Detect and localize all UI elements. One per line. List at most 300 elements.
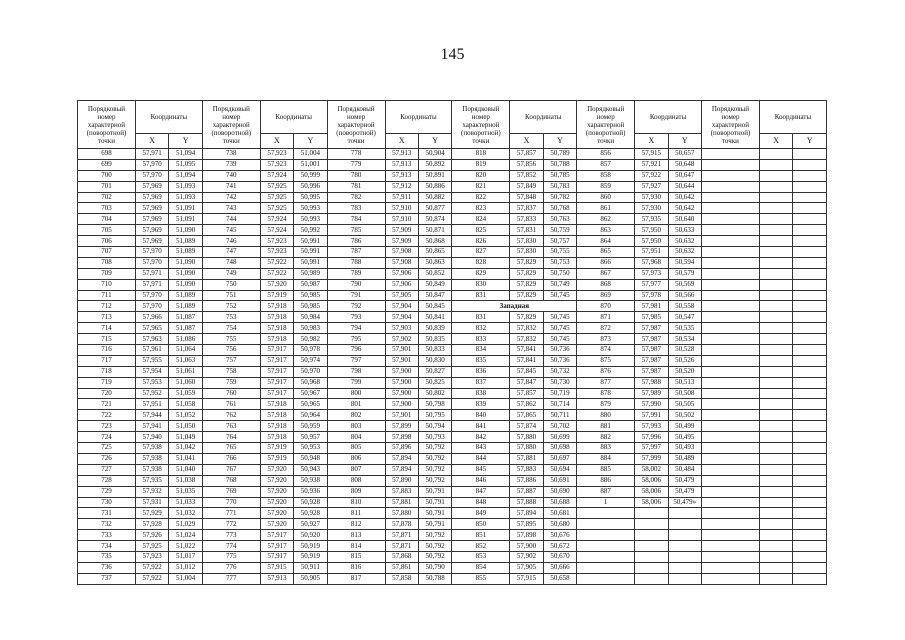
y-cell: 50,633 (668, 225, 701, 236)
point-number-cell: 881 (577, 421, 635, 432)
y-cell: 50,904 (418, 149, 451, 160)
y-cell: 50,681 (543, 508, 576, 519)
x-cell: 57,830 (510, 236, 543, 247)
x-header: X (510, 134, 543, 149)
x-cell: 57,887 (510, 486, 543, 497)
x-cell: 57,951 (135, 399, 168, 410)
y-cell: 50,528 (668, 345, 701, 356)
table-row (78, 573, 827, 584)
y-cell: 50,676 (543, 530, 576, 541)
y-cell (668, 508, 701, 519)
y-cell: 50,928 (294, 508, 327, 519)
point-number-cell (577, 551, 635, 562)
y-cell: 50,943 (294, 464, 327, 475)
y-cell: 50,658 (543, 573, 576, 584)
x-cell: 57,894 (385, 453, 418, 464)
x-cell (759, 159, 792, 170)
x-cell: 57,965 (135, 323, 168, 334)
point-number-cell: 775 (202, 551, 260, 562)
point-number-cell: 872 (577, 323, 635, 334)
x-cell (635, 551, 668, 562)
y-cell: 50,642 (668, 192, 701, 203)
y-cell: 50,558 (668, 301, 701, 312)
x-cell: 57,920 (260, 519, 293, 530)
table-row (78, 290, 827, 301)
y-cell: 50,782 (543, 192, 576, 203)
point-number-cell (577, 541, 635, 552)
x-cell: 57,917 (260, 377, 293, 388)
point-number-cell: 745 (202, 225, 260, 236)
y-cell: 50,759 (543, 225, 576, 236)
point-number-cell: 758 (202, 366, 260, 377)
y-cell (793, 453, 827, 464)
point-number-cell: 795 (327, 334, 385, 345)
point-number-cell: 879 (577, 399, 635, 410)
point-number-cell: 709 (78, 268, 136, 279)
table-body (78, 149, 827, 585)
point-number-cell: 753 (202, 312, 260, 323)
point-number-cell: 869 (577, 290, 635, 301)
y-cell: 50,672 (543, 541, 576, 552)
table-row (78, 225, 827, 236)
point-number-cell: 760 (202, 388, 260, 399)
y-cell: 50,957 (294, 432, 327, 443)
x-cell: 57,847 (510, 377, 543, 388)
point-number-cell: 873 (577, 334, 635, 345)
x-cell (759, 203, 792, 214)
y-cell: 51,087 (169, 323, 202, 334)
point-number-cell: 852 (452, 541, 510, 552)
y-cell: 50,745 (543, 290, 576, 301)
x-cell: 57,921 (635, 159, 668, 170)
point-number-cell: 767 (202, 464, 260, 475)
y-cell: 51,004 (169, 573, 202, 584)
point-number-cell (701, 192, 759, 203)
point-number-cell: 867 (577, 268, 635, 279)
y-cell: 50,697 (543, 453, 576, 464)
x-cell: 57,849 (510, 181, 543, 192)
point-number-cell: 823 (452, 203, 510, 214)
x-cell: 57,969 (135, 225, 168, 236)
y-cell (793, 225, 827, 236)
x-cell: 57,900 (385, 366, 418, 377)
point-number-cell: 734 (78, 541, 136, 552)
y-cell: 50,753 (543, 257, 576, 268)
x-cell: 57,918 (260, 334, 293, 345)
x-cell: 57,919 (260, 453, 293, 464)
x-cell: 57,990 (635, 399, 668, 410)
y-cell (793, 170, 827, 181)
point-number-cell (701, 551, 759, 562)
y-cell: 50,647 (668, 170, 701, 181)
y-cell: 50,874 (418, 214, 451, 225)
y-cell: 50,535 (668, 323, 701, 334)
x-cell: 57,908 (385, 247, 418, 258)
point-number-cell: 877 (577, 377, 635, 388)
x-cell: 57,930 (635, 203, 668, 214)
point-number-cell (701, 464, 759, 475)
point-number-cell: 701 (78, 181, 136, 192)
point-number-cell: 746 (202, 236, 260, 247)
x-cell: 57,910 (385, 214, 418, 225)
x-cell: 57,969 (135, 203, 168, 214)
x-cell: 57,865 (510, 410, 543, 421)
y-cell: 51,093 (169, 181, 202, 192)
point-number-cell: 818 (452, 149, 510, 160)
point-number-cell: 786 (327, 236, 385, 247)
y-cell: 50,566 (668, 290, 701, 301)
x-cell: 57,852 (510, 170, 543, 181)
y-cell: 50,640 (668, 214, 701, 225)
x-cell: 57,935 (135, 475, 168, 486)
x-cell: 57,981 (635, 301, 668, 312)
point-number-cell: 878 (577, 388, 635, 399)
point-number-cell (701, 301, 759, 312)
point-number-cell: 723 (78, 421, 136, 432)
y-cell: 50,849 (418, 279, 451, 290)
point-number-cell: 783 (327, 203, 385, 214)
x-cell: 57,922 (260, 257, 293, 268)
point-number-cell: 706 (78, 236, 136, 247)
x-cell: 57,970 (135, 301, 168, 312)
point-number-cell: 836 (452, 366, 510, 377)
x-cell: 57,857 (510, 388, 543, 399)
x-cell: 57,989 (635, 388, 668, 399)
point-number-cell: 763 (202, 421, 260, 432)
x-cell: 57,901 (385, 345, 418, 356)
x-cell: 57,951 (635, 247, 668, 258)
point-number-cell (701, 399, 759, 410)
x-cell: 57,881 (510, 453, 543, 464)
x-cell: 57,881 (385, 497, 418, 508)
x-cell: 57,841 (510, 345, 543, 356)
point-number-cell (701, 225, 759, 236)
x-cell (759, 453, 792, 464)
point-number-cell: 728 (78, 475, 136, 486)
y-cell: 50,788 (418, 573, 451, 584)
table-row (78, 486, 827, 497)
x-cell: 57,829 (510, 279, 543, 290)
x-cell: 57,987 (635, 345, 668, 356)
point-number-cell: 868 (577, 279, 635, 290)
x-cell (759, 192, 792, 203)
y-cell (793, 323, 827, 334)
point-number-cell (701, 508, 759, 519)
y-cell: 50,632 (668, 236, 701, 247)
point-number-cell: 782 (327, 192, 385, 203)
y-cell: 51,091 (169, 214, 202, 225)
x-cell: 58,002 (635, 464, 668, 475)
y-cell: 50,688 (543, 497, 576, 508)
x-cell: 57,928 (135, 519, 168, 530)
table-row (78, 268, 827, 279)
x-cell (759, 377, 792, 388)
point-number-cell: 718 (78, 366, 136, 377)
x-cell: 57,954 (135, 366, 168, 377)
y-header: Y (294, 134, 327, 149)
y-cell: 50,938 (294, 475, 327, 486)
table-row (78, 257, 827, 268)
y-cell: 51,022 (169, 541, 202, 552)
y-cell: 51,089 (169, 247, 202, 258)
point-number-cell (701, 541, 759, 552)
x-cell: 57,920 (260, 486, 293, 497)
point-number-cell: 821 (452, 181, 510, 192)
y-cell: 51,035 (169, 486, 202, 497)
y-cell: 50,569 (668, 279, 701, 290)
point-number-cell (701, 247, 759, 258)
y-cell (793, 551, 827, 562)
y-cell: 50,830 (418, 355, 451, 366)
point-number-header: Порядковый номер характерной (поворотной) точки (701, 101, 759, 149)
point-number-cell: 787 (327, 247, 385, 258)
point-number-cell: 721 (78, 399, 136, 410)
y-header: Y (418, 134, 451, 149)
point-number-cell: 796 (327, 345, 385, 356)
x-cell (759, 562, 792, 573)
table-row (78, 562, 827, 573)
x-cell: 57,923 (260, 159, 293, 170)
point-number-cell: 815 (327, 551, 385, 562)
point-number-cell: 704 (78, 214, 136, 225)
table-row (78, 355, 827, 366)
x-cell: 57,918 (260, 312, 293, 323)
x-cell: 57,904 (385, 312, 418, 323)
point-number-cell: 751 (202, 290, 260, 301)
y-cell: 50,680 (543, 519, 576, 530)
y-cell: 50,802 (418, 388, 451, 399)
x-cell: 57,922 (260, 268, 293, 279)
table-row (78, 388, 827, 399)
x-cell: 57,923 (135, 551, 168, 562)
y-cell: 51,052 (169, 410, 202, 421)
point-number-cell: 750 (202, 279, 260, 290)
y-cell: 50,789 (543, 149, 576, 160)
x-cell: 57,833 (510, 214, 543, 225)
point-number-cell (701, 334, 759, 345)
y-cell: 51,040 (169, 464, 202, 475)
x-cell: 57,908 (385, 257, 418, 268)
point-number-cell (701, 345, 759, 356)
y-cell: 51,093 (169, 192, 202, 203)
y-cell: 51,064 (169, 345, 202, 356)
point-number-cell: 827 (452, 247, 510, 258)
x-cell: 57,925 (260, 192, 293, 203)
point-number-cell (701, 497, 759, 508)
y-cell (793, 377, 827, 388)
x-cell: 58,006 (635, 486, 668, 497)
x-cell: 57,915 (635, 149, 668, 160)
y-cell: 51,041 (169, 453, 202, 464)
x-cell: 57,938 (135, 464, 168, 475)
y-cell: 50,863 (418, 257, 451, 268)
table-row (78, 519, 827, 530)
y-cell: 50,493 (668, 443, 701, 454)
x-cell: 57,871 (385, 541, 418, 552)
point-number-cell (701, 443, 759, 454)
y-cell: 51,089 (169, 290, 202, 301)
y-cell (668, 541, 701, 552)
y-cell: 50,985 (294, 290, 327, 301)
point-number-cell: 731 (78, 508, 136, 519)
y-header: Y (793, 134, 827, 149)
x-cell (759, 464, 792, 475)
y-cell (793, 530, 827, 541)
y-cell: 51,087 (169, 312, 202, 323)
x-cell (759, 290, 792, 301)
x-cell: 57,920 (260, 464, 293, 475)
y-cell: 50,991 (294, 247, 327, 258)
x-cell (759, 508, 792, 519)
point-number-cell: 742 (202, 192, 260, 203)
x-cell: 57,920 (260, 279, 293, 290)
point-number-cell: 785 (327, 225, 385, 236)
x-cell: 57,857 (510, 149, 543, 160)
point-number-cell: 729 (78, 486, 136, 497)
y-cell (793, 257, 827, 268)
point-number-cell: 858 (577, 170, 635, 181)
coordinates-header: Координаты (635, 101, 702, 134)
point-number-cell: 862 (577, 214, 635, 225)
y-cell: 50,877 (418, 203, 451, 214)
y-cell: 50,690 (543, 486, 576, 497)
point-number-cell (577, 573, 635, 584)
x-cell: 57,929 (135, 508, 168, 519)
point-number-cell: 705 (78, 225, 136, 236)
y-cell: 50,936 (294, 486, 327, 497)
point-number-cell (577, 508, 635, 519)
y-cell (793, 214, 827, 225)
point-number-cell: 711 (78, 290, 136, 301)
x-cell: 57,906 (385, 268, 418, 279)
table-row (78, 279, 827, 290)
table-row (78, 236, 827, 247)
point-number-cell: 807 (327, 464, 385, 475)
x-cell: 57,880 (510, 443, 543, 454)
x-cell (759, 519, 792, 530)
point-number-cell: 885 (577, 464, 635, 475)
point-number-cell: 714 (78, 323, 136, 334)
x-cell: 57,969 (135, 192, 168, 203)
point-number-cell: 842 (452, 432, 510, 443)
point-number-cell: 770 (202, 497, 260, 508)
y-cell: 51,061 (169, 366, 202, 377)
point-number-cell: 739 (202, 159, 260, 170)
x-cell: 57,922 (135, 573, 168, 584)
x-cell: 57,925 (260, 203, 293, 214)
point-number-cell: 849 (452, 508, 510, 519)
y-cell (793, 203, 827, 214)
y-cell: 50,886 (418, 181, 451, 192)
y-cell: 51,089 (169, 301, 202, 312)
y-cell: 50,983 (294, 323, 327, 334)
point-number-cell: 774 (202, 541, 260, 552)
x-cell: 57,918 (260, 399, 293, 410)
x-cell: 57,911 (385, 192, 418, 203)
y-cell: 50,833 (418, 345, 451, 356)
x-cell: 57,950 (635, 225, 668, 236)
y-cell: 50,841 (418, 312, 451, 323)
x-cell: 57,920 (260, 475, 293, 486)
y-cell (793, 192, 827, 203)
y-cell: 50,745 (543, 334, 576, 345)
point-number-cell: 820 (452, 170, 510, 181)
y-cell (793, 519, 827, 530)
point-number-cell (701, 279, 759, 290)
point-number-cell: 883 (577, 443, 635, 454)
x-cell: 57,856 (510, 159, 543, 170)
point-number-cell: 811 (327, 508, 385, 519)
point-number-cell: 875 (577, 355, 635, 366)
x-cell (759, 366, 792, 377)
x-cell (759, 257, 792, 268)
point-number-cell: 699 (78, 159, 136, 170)
point-number-header: Порядковый номер характерной (поворотной) точки (452, 101, 510, 149)
y-cell: 50,745 (543, 323, 576, 334)
y-cell (793, 345, 827, 356)
y-cell: 50,698 (543, 443, 576, 454)
x-cell (759, 345, 792, 356)
x-cell: 57,900 (385, 388, 418, 399)
point-number-cell: 771 (202, 508, 260, 519)
y-cell: 50,632 (668, 247, 701, 258)
point-number-cell: 738 (202, 149, 260, 160)
table-row (78, 181, 827, 192)
point-number-cell: 856 (577, 149, 635, 160)
x-cell: 57,874 (510, 421, 543, 432)
y-cell: 50,798 (418, 399, 451, 410)
point-number-cell (701, 149, 759, 160)
x-header: X (135, 134, 168, 149)
y-cell: 51,024 (169, 530, 202, 541)
point-number-cell: 798 (327, 366, 385, 377)
point-number-cell: 710 (78, 279, 136, 290)
point-number-cell: 790 (327, 279, 385, 290)
y-cell: 51,059 (169, 388, 202, 399)
point-number-cell: 853 (452, 551, 510, 562)
x-cell: 57,978 (635, 290, 668, 301)
y-cell: 51,063 (169, 355, 202, 366)
point-number-cell: 772 (202, 519, 260, 530)
y-cell: 50,928 (294, 497, 327, 508)
x-cell: 57,926 (135, 530, 168, 541)
x-cell: 57,829 (510, 257, 543, 268)
x-cell: 57,917 (260, 541, 293, 552)
point-number-cell: 741 (202, 181, 260, 192)
point-number-cell (701, 562, 759, 573)
point-number-cell (701, 432, 759, 443)
y-cell (668, 551, 701, 562)
x-cell: 57,971 (135, 279, 168, 290)
point-number-cell (577, 562, 635, 573)
y-cell: 51,060 (169, 377, 202, 388)
point-number-cell (701, 519, 759, 530)
x-cell (759, 475, 792, 486)
x-cell: 57,909 (385, 236, 418, 247)
point-number-cell: 765 (202, 443, 260, 454)
y-cell: 51,091 (169, 203, 202, 214)
table-row (78, 443, 827, 454)
y-cell: 50,919 (294, 551, 327, 562)
y-cell: 50,499 (668, 421, 701, 432)
x-cell: 57,923 (260, 247, 293, 258)
x-cell (759, 355, 792, 366)
x-cell: 57,832 (510, 323, 543, 334)
point-number-cell: 851 (452, 530, 510, 541)
x-cell: 57,950 (635, 236, 668, 247)
y-cell: 50,882 (418, 192, 451, 203)
y-cell: 50,920 (294, 530, 327, 541)
